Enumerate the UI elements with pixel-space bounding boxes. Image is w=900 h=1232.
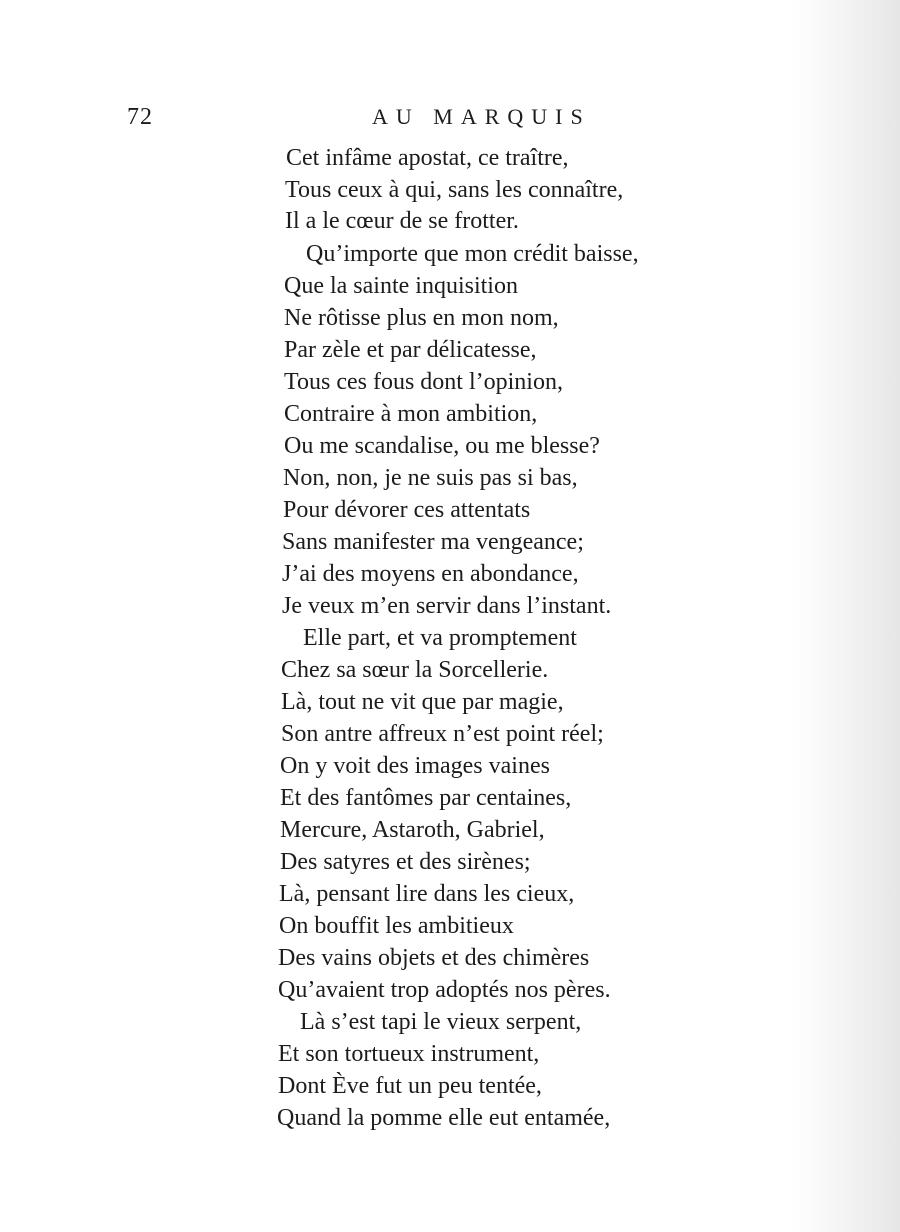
verse-line: Dont Ève fut un peu tentée, bbox=[278, 1073, 542, 1099]
verse-line: Quand la pomme elle eut entamée, bbox=[277, 1105, 611, 1131]
verse-line: Elle part, et va promptement bbox=[303, 625, 577, 651]
verse-line: Son antre affreux n’est point réel; bbox=[281, 721, 604, 747]
verse-line: On bouffit les ambitieux bbox=[279, 913, 514, 939]
verse-line: Là s’est tapi le vieux serpent, bbox=[300, 1009, 582, 1035]
verse-line: Sans manifester ma vengeance; bbox=[282, 529, 584, 555]
verse-line: Tous ces fous dont l’opinion, bbox=[284, 369, 563, 395]
verse-line: On y voit des images vaines bbox=[280, 753, 550, 779]
verse-line: Tous ceux à qui, sans les connaître, bbox=[285, 177, 624, 203]
verse-line: Chez sa sœur la Sorcellerie. bbox=[281, 657, 549, 683]
verse-line: Là, pensant lire dans les cieux, bbox=[279, 881, 575, 907]
verse-line: Il a le cœur de se frotter. bbox=[285, 208, 519, 234]
verse-line: Cet infâme apostat, ce traître, bbox=[286, 145, 569, 171]
verse-line: Là, tout ne vit que par magie, bbox=[281, 689, 564, 715]
verse-line: Ou me scandalise, ou me blesse? bbox=[284, 433, 600, 459]
verse-line: Que la sainte inquisition bbox=[284, 273, 518, 299]
verse-line: Mercure, Astaroth, Gabriel, bbox=[280, 817, 545, 843]
running-head: AU MARQUIS bbox=[372, 104, 591, 129]
verse-line: Et des fantômes par centaines, bbox=[280, 785, 572, 811]
verse-line: Pour dévorer ces attentats bbox=[283, 497, 531, 523]
verse-line: Des satyres et des sirènes; bbox=[280, 849, 531, 875]
verse-line: Contraire à mon ambition, bbox=[284, 401, 538, 427]
verse-line: Des vains objets et des chimères bbox=[278, 945, 590, 971]
verse-line: Par zèle et par délicatesse, bbox=[284, 337, 537, 363]
verse-line: Qu’avaient trop adoptés nos pères. bbox=[278, 977, 611, 1003]
verse-line: J’ai des moyens en abondance, bbox=[282, 561, 579, 587]
verse-line: Ne rôtisse plus en mon nom, bbox=[284, 305, 559, 331]
verse-line: Je veux m’en servir dans l’instant. bbox=[282, 593, 612, 619]
verse-line: Qu’importe que mon crédit baisse, bbox=[306, 241, 639, 267]
verse-line: Et son tortueux instrument, bbox=[278, 1041, 540, 1067]
verse-line: Non, non, je ne suis pas si bas, bbox=[283, 465, 578, 491]
page-number: 72 bbox=[127, 104, 153, 130]
